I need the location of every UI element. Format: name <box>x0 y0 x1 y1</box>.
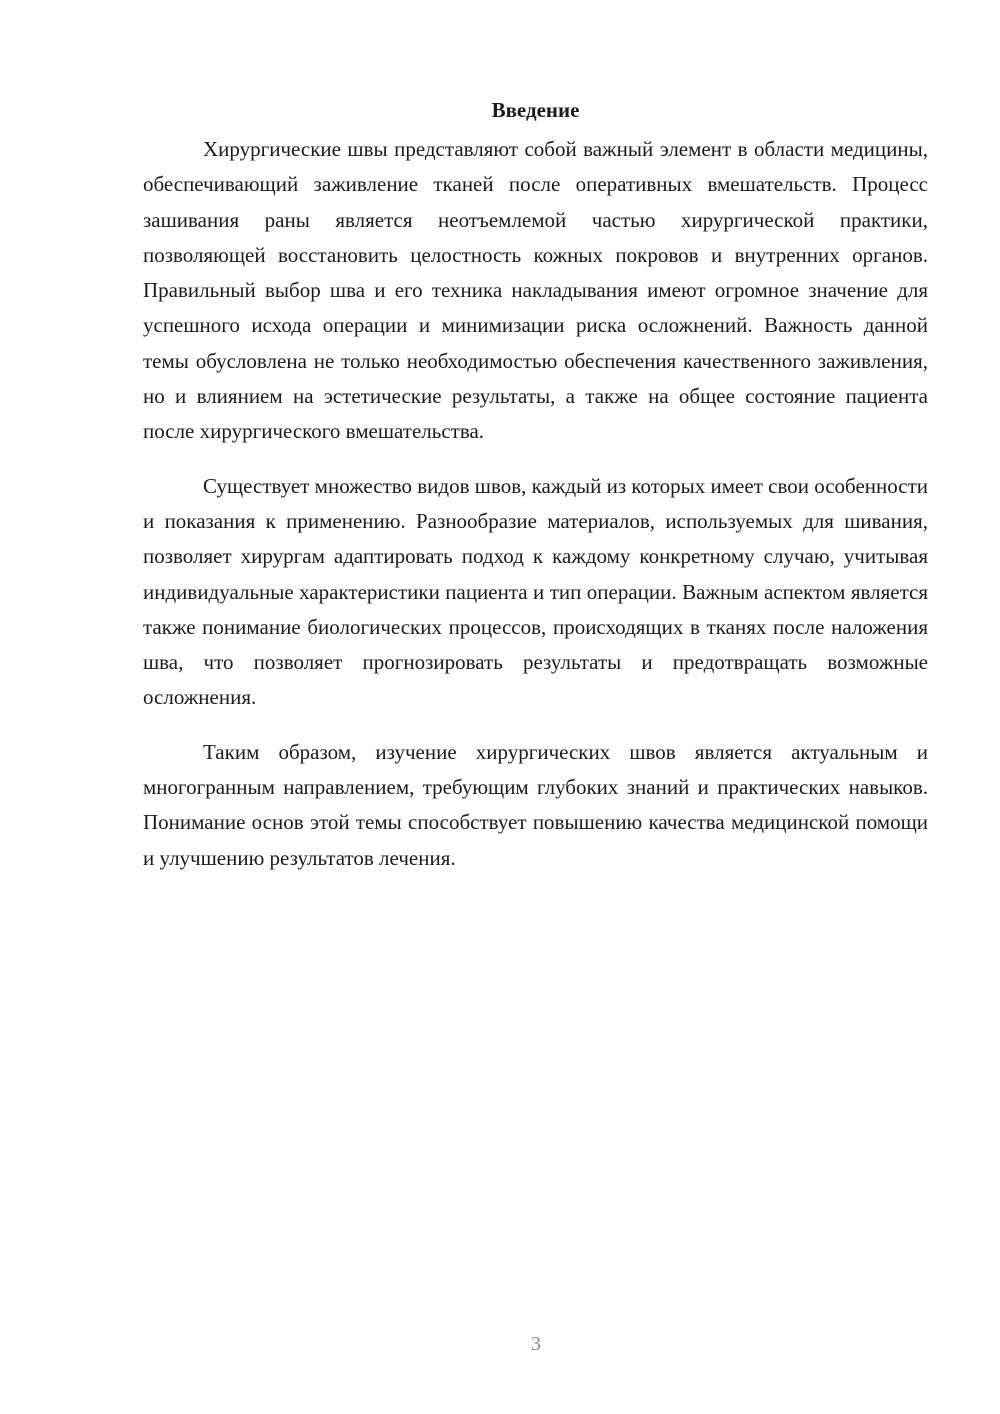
section-heading: Введение <box>491 98 580 122</box>
page-number: 3 <box>531 1333 541 1355</box>
paragraph-3: Таким образом, изучение хирургических швов является актуальным и многогранным направлением, требующим глубоких знаний и практических навыков. Понимание основ этой темы способствует повышению качества медицинской помощи и улучшению результатов лечения. <box>143 739 928 870</box>
paragraph-1: Хирургические швы представляют собой важный элемент в области медицины, обеспечивающий заживление тканей после оперативных вмешательств. Процесс зашивания раны является неотъемлемой частью хирургической практики, позволяющей восстановить целостность кожных покровов и внутренних органов. Правильный выбор шва и его техника накладывания имеют огромное значение для успешного исхода операции и минимизации риска осложнений. Важность данной темы обусловлена не только необходимостью обеспечения качественного заживления, но и влиянием на эстетические результаты, а также на общее состояние пациента после хирургического вмешательства. <box>143 137 928 444</box>
page-content <box>143 92 928 895</box>
paragraph-2: Существует множество видов швов, каждый из которых имеет свои особенности и показания к применению. Разнообразие материалов, используемых для шивания, позволяет хирургам адаптировать подход к каждому конкретному случаю, учитывая индивидуальные характеристики пациента и тип операции. Важным аспектом является также понимание биологических процессов, происходящих в тканях после наложения шва, что позволяет прогнозировать результаты и предотвращать возможные осложнения. <box>143 473 929 710</box>
